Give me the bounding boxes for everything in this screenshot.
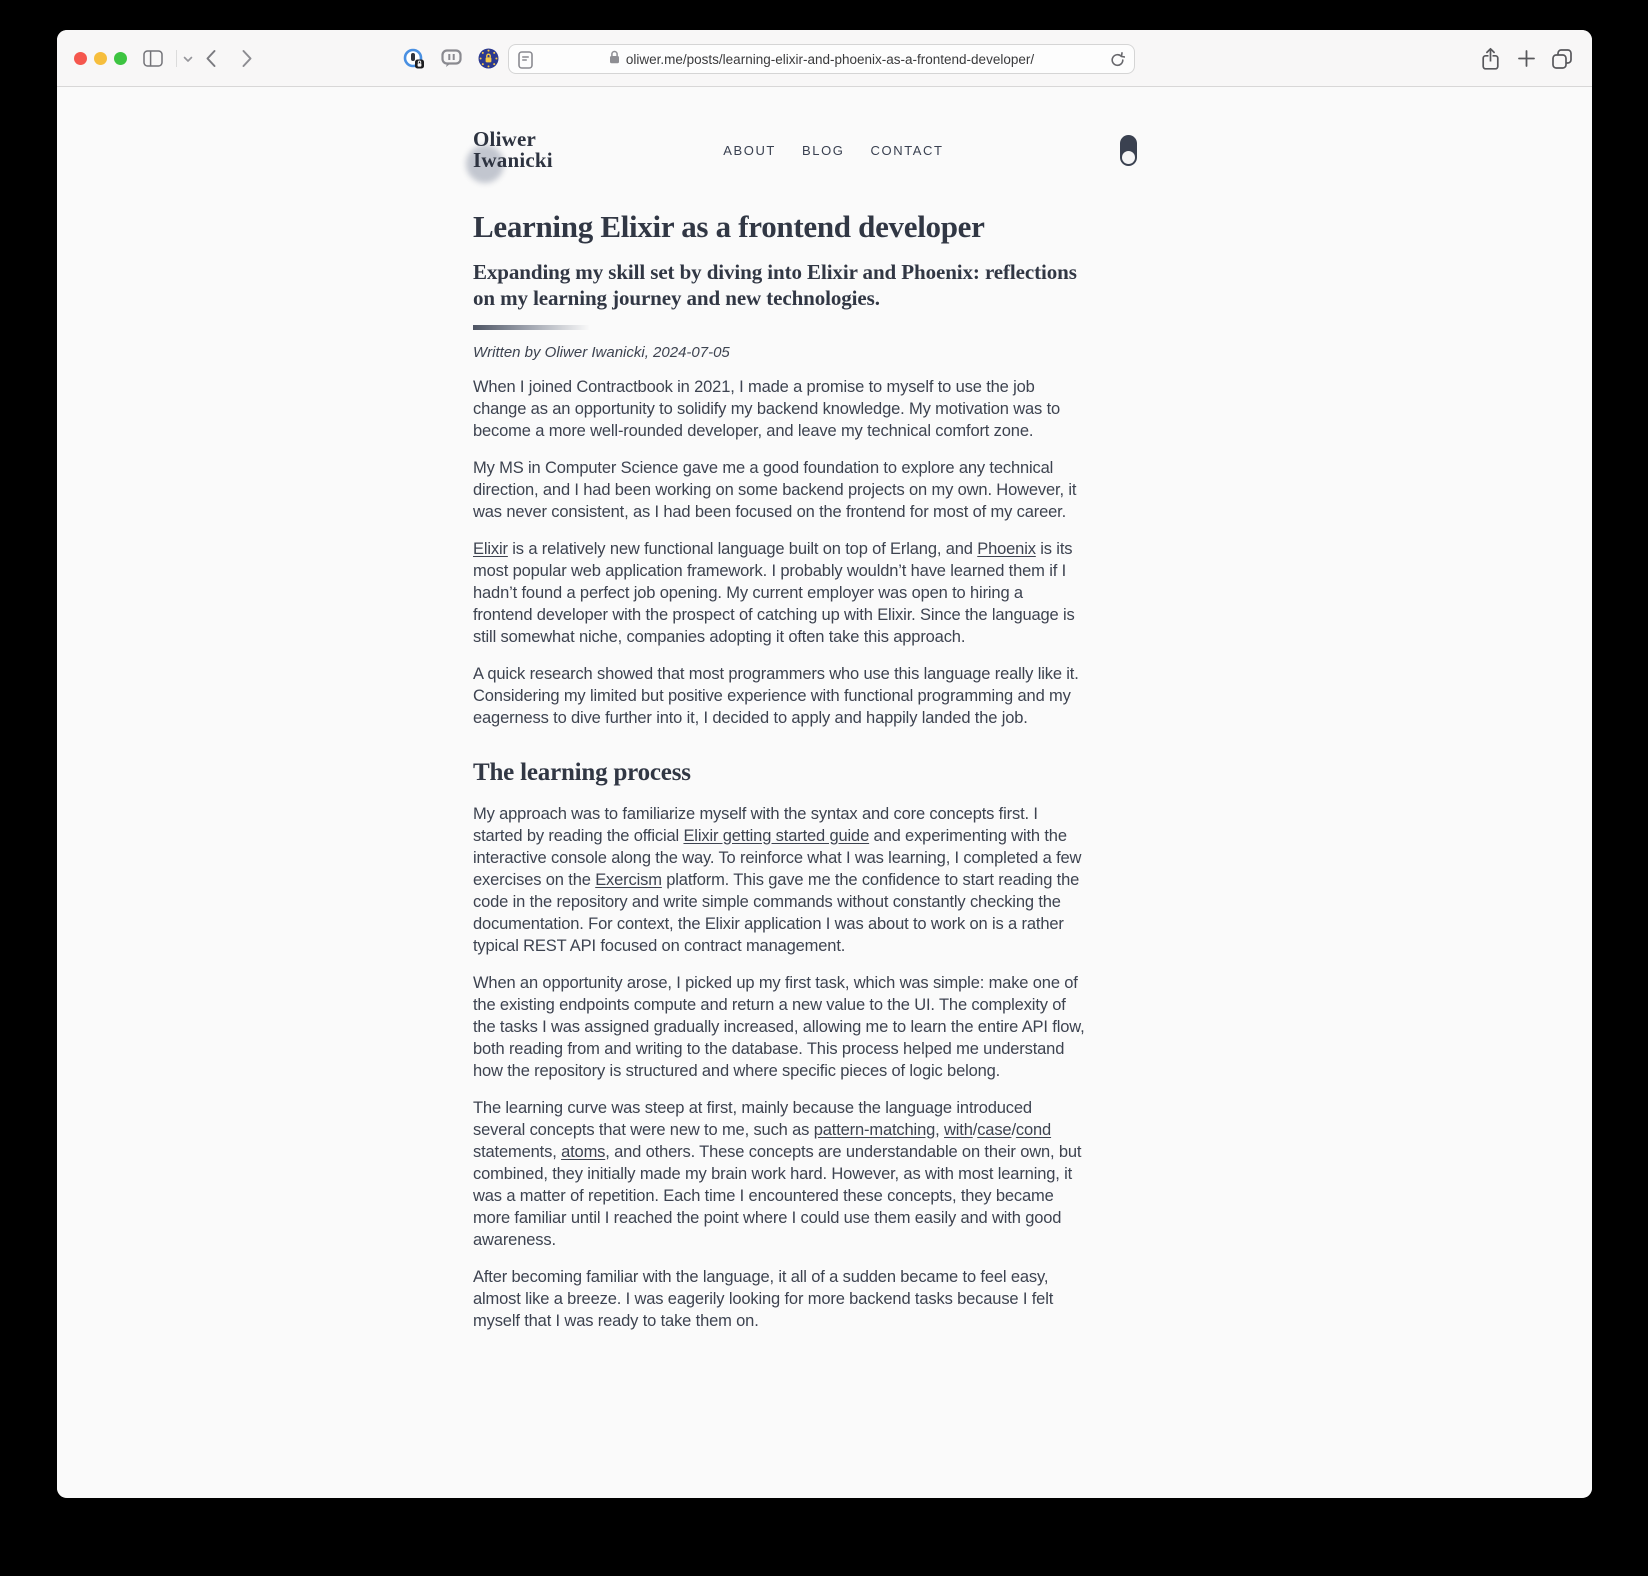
eu-privacy-extension-icon[interactable] (478, 48, 499, 69)
article-paragraph: The learning curve was steep at first, mainly because the language introduced several concepts that were new to me, such as pattern-matching, with/case/cond statements, atoms, and others. These concepts are understandable on their own, but combined, they initially made my brain work hard. However, as with most learning, it was a matter of repetition. Each time I encountered these concepts, they became more familiar until I reached the point where I could use them easily and with good awareness. (473, 1098, 1082, 1249)
inline-link[interactable]: case (977, 1120, 1012, 1139)
browser-window (57, 30, 1592, 1498)
article-paragraph: A quick research showed that most programmers who use this language really like it. Considering my limited but positive experience with functional programming and my eagerness to dive further into it, I decided to apply and happily landed the job. (473, 664, 1079, 727)
logo-line2: Iwanicki (473, 148, 553, 172)
inline-link[interactable]: cond (1015, 1120, 1052, 1139)
article-paragraph: When an opportunity arose, I picked up my first task, which was simple: make one of the existing endpoints compute and return a new value to the UI. The complexity of the tasks I was assigned gradually increased, allowing me to learn the entire API flow, both reading from and writing to the database. This process helped me understand how the repository is structured and where specific pieces of logic belong. (473, 973, 1085, 1080)
new-tab-icon[interactable] (1518, 50, 1535, 67)
back-icon[interactable] (205, 49, 217, 68)
forward-icon[interactable] (241, 49, 253, 68)
page-content (57, 87, 1592, 1497)
minimize-window-button[interactable] (94, 52, 107, 65)
nav-link-about[interactable]: ABOUT (723, 142, 776, 158)
post-title: Learning Elixir as a frontend developer (473, 209, 985, 244)
post-byline: Written by Oliwer Iwanicki, 2024-07-05 (473, 343, 730, 361)
site-header (473, 121, 1137, 179)
inline-link[interactable]: with (944, 1120, 973, 1139)
section-heading: The learning process (473, 758, 691, 786)
address-bar[interactable] (508, 44, 1135, 74)
article-paragraph: After becoming familiar with the language, it all of a sudden became to feel easy, almost like a breeze. I was eagerily looking for more backend tasks because I felt myself that I was ready to take them on. (473, 1267, 1054, 1330)
inline-link[interactable]: Exercism (595, 870, 662, 889)
reader-page-icon[interactable] (518, 51, 533, 74)
logo-line1: Oliwer (473, 127, 537, 151)
article-paragraph: When I joined Contractbook in 2021, I made a promise to myself to use the job change as an opportunity to solidify my backend knowledge. My motivation was to become a more well-rounded developer, and leave my technical comfort zone. (473, 377, 1061, 440)
toolbar-separator (176, 50, 177, 67)
refresh-icon[interactable] (1110, 52, 1125, 73)
site-nav (547, 143, 1120, 158)
sidebar-icon[interactable] (143, 50, 163, 67)
theme-toggle[interactable] (1120, 135, 1137, 166)
password-manager-extension-icon[interactable] (403, 48, 425, 70)
tab-overview-icon[interactable] (1551, 48, 1573, 70)
title-divider (473, 325, 590, 330)
article-body (473, 376, 1085, 1332)
nav-link-blog[interactable]: BLOG (801, 142, 845, 158)
site-logo[interactable] (473, 129, 553, 171)
inline-link[interactable]: Elixir (473, 539, 508, 558)
chevron-down-icon[interactable] (183, 56, 193, 63)
inline-link[interactable]: Elixir getting started guide (683, 826, 870, 845)
url-text: oliwer.me/posts/learning-elixir-and-phoenix-as-a-frontend-developer/ (625, 51, 1035, 67)
inline-link[interactable]: pattern-matching (813, 1120, 936, 1139)
maximize-window-button[interactable] (114, 52, 127, 65)
post-subtitle: Expanding my skill set by diving into Elixir and Phoenix: reflections on my learning journey and new technologies. (473, 259, 1077, 310)
inline-link[interactable]: Phoenix (977, 539, 1036, 558)
article-paragraph: My approach was to familiarize myself with the syntax and core concepts first. I started by reading the official Elixir getting started guide and experimenting with the interactive console along the way. To reinforce what I was learning, I completed a few exercises on the Exercism platform. This gave me the confidence to start reading the code in the repository and write simple commands without constantly checking the documentation. For context, the Elixir application I was about to work on is a rather typical REST API focused on contract management. (473, 804, 1082, 955)
browser-toolbar (57, 30, 1592, 87)
inline-link[interactable]: atoms (561, 1142, 606, 1161)
theme-toggle-knob (1122, 151, 1135, 164)
article-paragraph: Elixir is a relatively new functional language built on top of Erlang, and Phoenix is its most popular web application framework. I probably wouldn’t have learned them if I hadn’t found a perfect job opening. My current employer was open to hiring a frontend developer with the prospect of catching up with Elixir. Since the language is still somewhat niche, companies adopting it often take this approach. (473, 539, 1075, 646)
speech-bubble-extension-icon[interactable] (441, 49, 462, 68)
lock-icon (609, 50, 620, 69)
share-icon[interactable] (1481, 47, 1500, 71)
close-window-button[interactable] (74, 52, 87, 65)
article-paragraph: My MS in Computer Science gave me a good foundation to explore any technical direction, and I had been working on some backend projects on my own. However, it was never consistent, as I had been focused on the frontend for most of my career. (473, 458, 1077, 521)
nav-link-contact[interactable]: CONTACT (870, 142, 944, 158)
blog-post (473, 209, 1085, 1332)
